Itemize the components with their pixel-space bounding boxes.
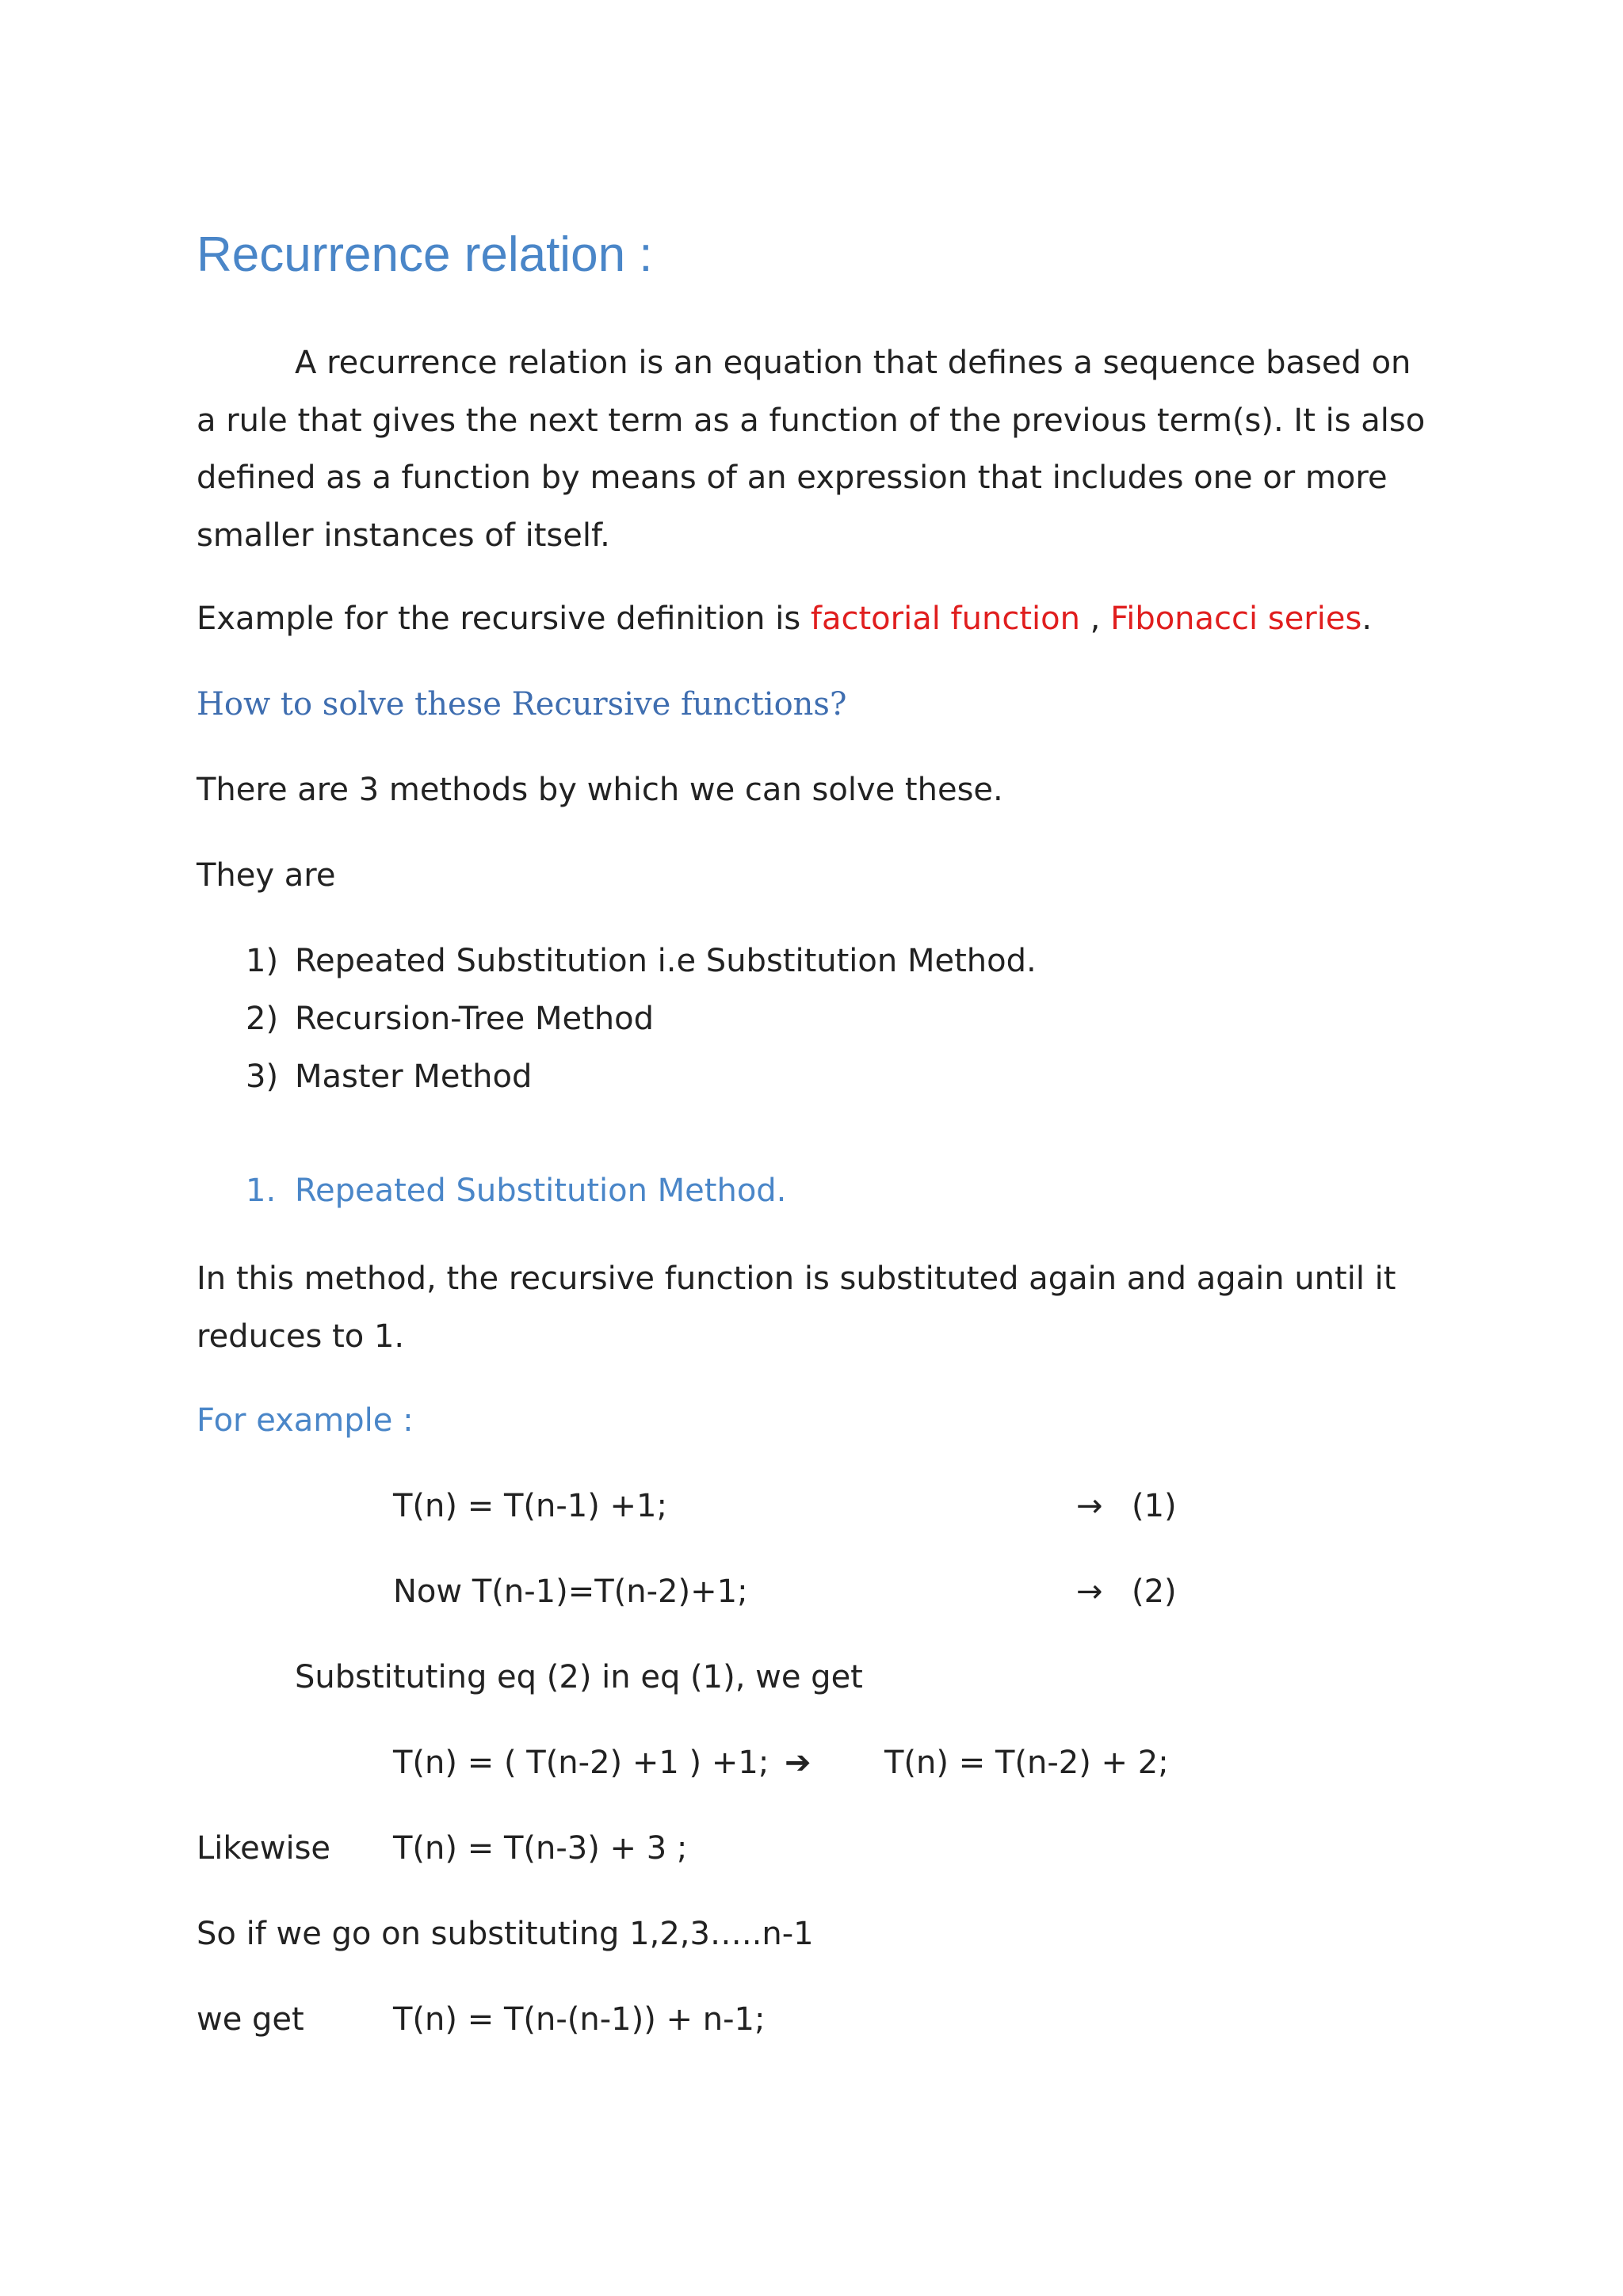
example-suffix: . [1361, 601, 1373, 637]
they-are: They are [197, 857, 336, 894]
list-item-label: Repeated Substitution i.e Substitution Method. [295, 943, 1037, 979]
bold-arrow-right-icon: ➔ [785, 1745, 812, 1781]
equation-2: Now T(n-1)=T(n-2)+1; [393, 1573, 748, 1610]
methods-intro: There are 3 methods by which we can solve these. [197, 772, 1003, 808]
likewise-equation: T(n) = T(n-3) + 3 ; [393, 1830, 688, 1867]
likewise-label: Likewise [197, 1830, 331, 1867]
subheading: How to solve these Recursive functions? [197, 686, 847, 723]
intro-paragraph: A recurrence relation is an equation that defines a sequence based on a rule that gives the next term as a function of the previous term(s). It is also defined as a function by means of an expression that includes one or more smaller instances of itself. [197, 345, 1426, 554]
list-item-label: Recursion-Tree Method [295, 1001, 655, 1037]
list-item-label: Master Method [295, 1058, 533, 1095]
so-if-line: So if we go on substituting 1,2,3…..n-1 [197, 1916, 814, 1952]
example-factorial: factorial function [810, 601, 1080, 637]
list-item [246, 1001, 655, 1037]
arrow-right-icon: → [1076, 1488, 1103, 1524]
example-line [197, 601, 1372, 637]
section-description: In this method, the recursive function is substituted again and again until it reduces to 1. [197, 1261, 1396, 1355]
arrow-right-icon: → [1076, 1573, 1103, 1610]
example-fibonacci: Fibonacci series [1110, 601, 1362, 637]
equation-3-left: T(n) = ( T(n-2) +1 ) +1; [393, 1745, 769, 1781]
example-separator: , [1079, 601, 1111, 637]
equation-2-tag: (2) [1132, 1573, 1177, 1610]
equation-3-right: T(n) = T(n-2) + 2; [884, 1745, 1169, 1781]
page-title: Recurrence relation : [197, 227, 653, 282]
section-label: Repeated Substitution Method. [295, 1173, 787, 1209]
for-example-label: For example : [197, 1402, 414, 1439]
example-prefix: Example for the recursive definition is [197, 601, 811, 637]
substituting-line: Substituting eq (2) in eq (1), we get [295, 1659, 863, 1695]
section-number: 1. [246, 1173, 277, 1209]
list-item [246, 1058, 533, 1095]
equation-1: T(n) = T(n-1) +1; [393, 1488, 667, 1524]
final-equation: T(n) = T(n-(n-1)) + n-1; [393, 2001, 766, 2038]
section-heading [246, 1173, 787, 1209]
equation-1-tag: (1) [1132, 1488, 1177, 1524]
list-item-number: 1) [246, 943, 279, 979]
list-item-number: 3) [246, 1058, 279, 1095]
list-item [246, 943, 1037, 979]
list-item-number: 2) [246, 1001, 279, 1037]
we-get-label: we get [197, 2001, 304, 2038]
